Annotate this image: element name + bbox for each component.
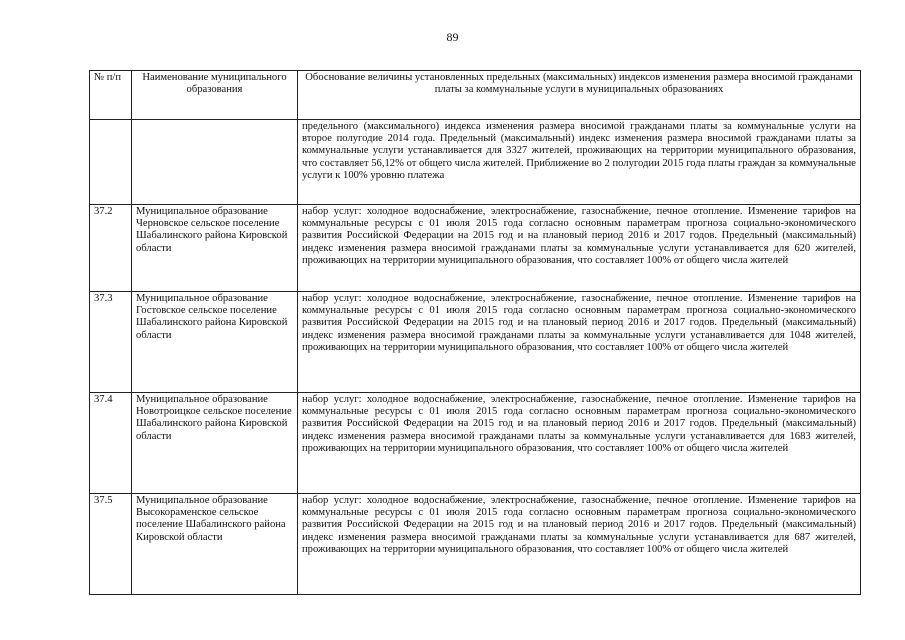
row-number: 37.5	[90, 494, 132, 595]
row-number	[90, 120, 132, 205]
header-justification: Обоснование величины установленных предельных (максимальных) индексов изменения размера вносимой гражданами платы за коммунальные услуги в муниципальных образованиях	[298, 71, 861, 120]
row-number: 37.3	[90, 292, 132, 393]
table-header-row	[90, 71, 861, 120]
row-justification-text: набор услуг: холодное водоснабжение, электроснабжение, газоснабжение, печное отопление. Изменение тарифов на коммунальные ресурсы с 01 июля 2015 года согласно основным параметрам прогноза социально-экономического развития Российской Федерации на 2015 год и на плановый период 2016 и 2017 годов. Предельный (максимальный) индекс изменения размера вносимой гражданами платы за коммунальные услуги устанавливается для 1048 жителей, проживающих на территории муниципального образования, что составляет 100% от общего числа жителей	[298, 292, 861, 393]
header-number: № п/п	[90, 71, 132, 120]
table-row	[90, 205, 861, 292]
row-municipality-name: Муниципальное образование Черновское сельское поселение Шабалинского района Кировской области	[132, 205, 298, 292]
row-municipality-name	[132, 120, 298, 205]
page-number: 89	[446, 30, 459, 44]
header-municipality-name: Наименование муниципального образования	[132, 71, 298, 120]
row-justification-text: набор услуг: холодное водоснабжение, электроснабжение, газоснабжение, печное отопление. Изменение тарифов на коммунальные ресурсы с 01 июля 2015 года согласно основным параметрам прогноза социально-экономического развития Российской Федерации на 2015 год и на плановый период 2016 и 2017 годов. Предельный (максимальный) индекс изменения размера вносимой гражданами платы за коммунальные услуги устанавливается для 1683 жителей, проживающих на территории муниципального образования, что составляет 100% от общего числа жителей	[298, 393, 861, 494]
table-row	[90, 393, 861, 494]
row-justification-text: предельного (максимального) индекса изменения размера вносимой гражданами платы за коммунальные услуги на второе полугодие 2014 года. Предельный (максимальный) индекс изменения размера вносимой гражданами платы за коммунальные услуги устанавливается для 3327 жителей, проживающих на территории муниципального образования, что составляет 56,12% от общего числа жителей. Приближение во 2 полугодии 2015 года платы граждан за коммунальные услуги к 100% уровню платежа	[298, 120, 861, 205]
row-justification-text: набор услуг: холодное водоснабжение, электроснабжение, газоснабжение, печное отопление. Изменение тарифов на коммунальные ресурсы с 01 июля 2015 года согласно основным параметрам прогноза социально-экономического развития Российской Федерации на 2015 год и на плановый период 2016 и 2017 годов. Предельный (максимальный) индекс изменения размера вносимой гражданами платы за коммунальные услуги устанавливается для 687 жителей, проживающих на территории муниципального образования, что составляет 100% от общего числа жителей	[298, 494, 861, 595]
row-number: 37.4	[90, 393, 132, 494]
table-row	[90, 120, 861, 205]
table-row	[90, 292, 861, 393]
row-municipality-name: Муниципальное образование Высокораменское сельское поселение Шабалинского района Кировской области	[132, 494, 298, 595]
row-municipality-name: Муниципальное образование Новотроицкое сельское поселение Шабалинского района Кировской области	[132, 393, 298, 494]
table-row	[90, 494, 861, 595]
row-number: 37.2	[90, 205, 132, 292]
row-municipality-name: Муниципальное образование Гостовское сельское поселение Шабалинского района Кировской области	[132, 292, 298, 393]
row-justification-text: набор услуг: холодное водоснабжение, электроснабжение, газоснабжение, печное отопление. Изменение тарифов на коммунальные ресурсы с 01 июля 2015 года согласно основным параметрам прогноза социально-экономического развития Российской Федерации на 2015 год и на плановый период 2016 и 2017 годов. Предельный (максимальный) индекс изменения размера вносимой гражданами платы за коммунальные услуги устанавливается для 620 жителей, проживающих на территории муниципального образования, что составляет 100% от общего числа жителей	[298, 205, 861, 292]
tariff-index-table	[89, 70, 861, 595]
